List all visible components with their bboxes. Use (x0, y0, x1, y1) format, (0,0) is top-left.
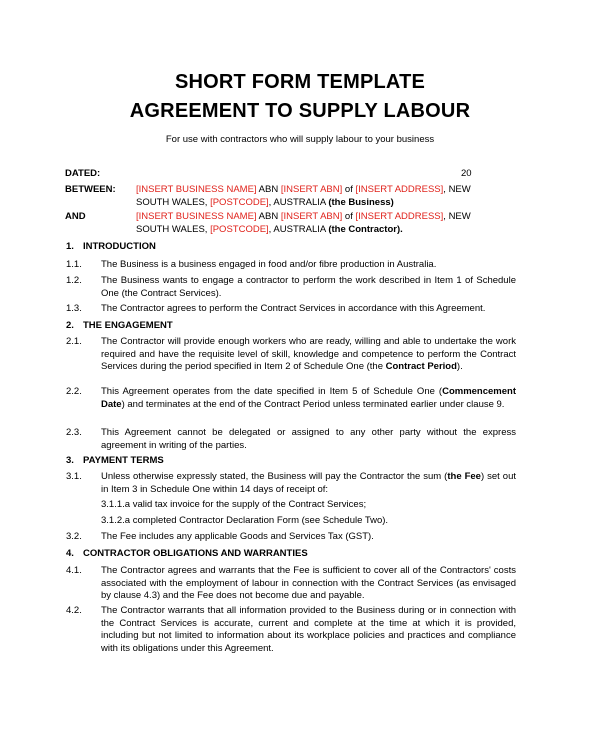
clause-text-part: Unless otherwise expressly stated, the Business will pay the Contractor the sum ( (101, 471, 448, 482)
clause-number: 3.1. (66, 471, 82, 482)
clause-number: 1.1. (66, 259, 82, 270)
defined-term: Commencement Date (101, 386, 516, 410)
address-placeholder: [INSERT ADDRESS] (355, 211, 444, 222)
business-name-placeholder: [INSERT BUSINESS NAME] (136, 184, 257, 195)
section-heading-introduction (66, 241, 156, 252)
clause-number: 2.3. (66, 427, 82, 438)
section-title: INTRODUCTION (83, 241, 156, 252)
clause-text: The Contractor agrees to perform the Contract Services in accordance with this Agreement. (101, 303, 486, 314)
state-text-2: SOUTH WALES, (136, 223, 211, 235)
section-title: PAYMENT TERMS (83, 455, 164, 466)
document-title-line-1: SHORT FORM TEMPLATE (174, 71, 426, 93)
business-role: (the Business) (328, 196, 394, 208)
clause-2-3 (66, 427, 516, 453)
dated-year: 20 (461, 168, 472, 179)
clause-2-1 (66, 336, 516, 388)
section-title: THE ENGAGEMENT (83, 320, 173, 331)
clause-3-1-1: 3.1.1.a valid tax invoice for the supply of the Contract Services; (101, 499, 367, 510)
clause-1-3 (66, 303, 516, 316)
clause-text-part: ). (456, 361, 463, 372)
clause-text: The Fee includes any applicable Goods and Services Tax (GST). (101, 531, 374, 542)
section-number: 1. (66, 241, 74, 252)
clause-text: The Business wants to engage a contractor to perform the work described in Item 1 of Schedule One (the Contract Services). (101, 275, 516, 299)
clause-text-part: ) and terminates at the end of the Contract Period unless terminated earlier under clause 9. (121, 398, 505, 410)
clause-4-2 (66, 605, 516, 657)
clause-3-1-2: 3.1.2.a completed Contractor Declaration Form (see Schedule Two). (101, 515, 389, 526)
clause-text-part: ) set out in Item 3 in Schedule One within 14 days of receipt of: (101, 471, 516, 495)
country-text: , AUSTRALIA (268, 196, 329, 208)
clause-text: The Contractor agrees and warrants that the Fee is sufficient to cover all of the Contractors' costs associated with the employment of labour in connection with the Contract Services (as envisaged by clause 4.3) and the Fee does not become due and payable. (101, 565, 516, 601)
abn-placeholder: [INSERT ABN] (280, 211, 343, 222)
and-party (136, 211, 536, 236)
clause-text (101, 471, 516, 496)
between-label: BETWEEN: (65, 184, 116, 195)
between-row (65, 184, 535, 210)
and-label: AND (65, 211, 86, 222)
clause-2-2 (66, 386, 516, 425)
state-text-2: SOUTH WALES, (136, 196, 211, 208)
clause-text-part: This Agreement operates from the date specified in Item 5 of Schedule One ( (101, 386, 443, 397)
clause-3-1 (66, 471, 516, 497)
clause-number: 1.2. (66, 275, 82, 286)
abn-word: ABN (256, 211, 281, 222)
section-heading-engagement (66, 320, 173, 331)
clause-text-part: The Contractor will provide enough workers who are ready, willing and able to undertake the work required and have the requisite level of skill, knowledge and competence to perform the Contract Services during the period specified in Item 2 of Schedule One (the (101, 336, 516, 372)
section-number: 2. (66, 320, 74, 331)
contractor-role: (the Contractor). (328, 223, 403, 235)
clause-1-2 (66, 275, 516, 301)
section-number: 3. (66, 455, 74, 466)
dated-label: DATED: (65, 168, 101, 179)
clause-text (101, 386, 516, 411)
and-row (65, 211, 535, 237)
clause-3-2 (66, 531, 516, 544)
clause-4-1 (66, 565, 516, 604)
defined-term: the Fee (447, 471, 481, 482)
clause-number: 3.2. (66, 531, 82, 542)
defined-term: Contract Period (385, 361, 457, 372)
clause-number: 4.2. (66, 605, 82, 616)
section-heading-contractor-obligations (66, 548, 308, 559)
state-text: , NEW (443, 211, 471, 222)
between-party (136, 184, 536, 209)
clause-number: 4.1. (66, 565, 82, 576)
address-placeholder: [INSERT ADDRESS] (355, 184, 444, 195)
postcode-placeholder: [POSTCODE] (210, 223, 269, 235)
abn-placeholder: [INSERT ABN] (280, 184, 343, 195)
clause-text (101, 336, 516, 374)
clause-text: This Agreement cannot be delegated or assigned to any other party without the express agreement in writing of the parties. (101, 427, 516, 451)
of-word: of (342, 184, 356, 195)
contractor-name-placeholder: [INSERT BUSINESS NAME] (136, 211, 257, 222)
clause-number: 2.1. (66, 336, 82, 347)
clause-text: The Contractor warrants that all information provided to the Business during or in connection with the Contract Services is accurate, current and complete at the time at which it is provided, including but not limited to information about its workplace policies and practices and compliance with its obligations under this Agreement. (101, 605, 516, 654)
clause-number: 1.3. (66, 303, 82, 314)
abn-word: ABN (256, 184, 281, 195)
section-title: CONTRACTOR OBLIGATIONS AND WARRANTIES (83, 548, 308, 559)
section-heading-payment-terms (66, 455, 164, 466)
clause-1-1 (66, 259, 516, 272)
document-title-line-2: AGREEMENT TO SUPPLY LABOUR (129, 100, 471, 122)
of-word: of (342, 211, 356, 222)
postcode-placeholder: [POSTCODE] (210, 196, 269, 208)
clause-number: 2.2. (66, 386, 82, 397)
document-subtitle: For use with contractors who will supply labour to your business (165, 134, 435, 145)
clause-text: The Business is a business engaged in food and/or fibre production in Australia. (101, 259, 437, 270)
section-number: 4. (66, 548, 74, 559)
country-text: , AUSTRALIA (268, 223, 329, 235)
state-text: , NEW (443, 184, 471, 195)
